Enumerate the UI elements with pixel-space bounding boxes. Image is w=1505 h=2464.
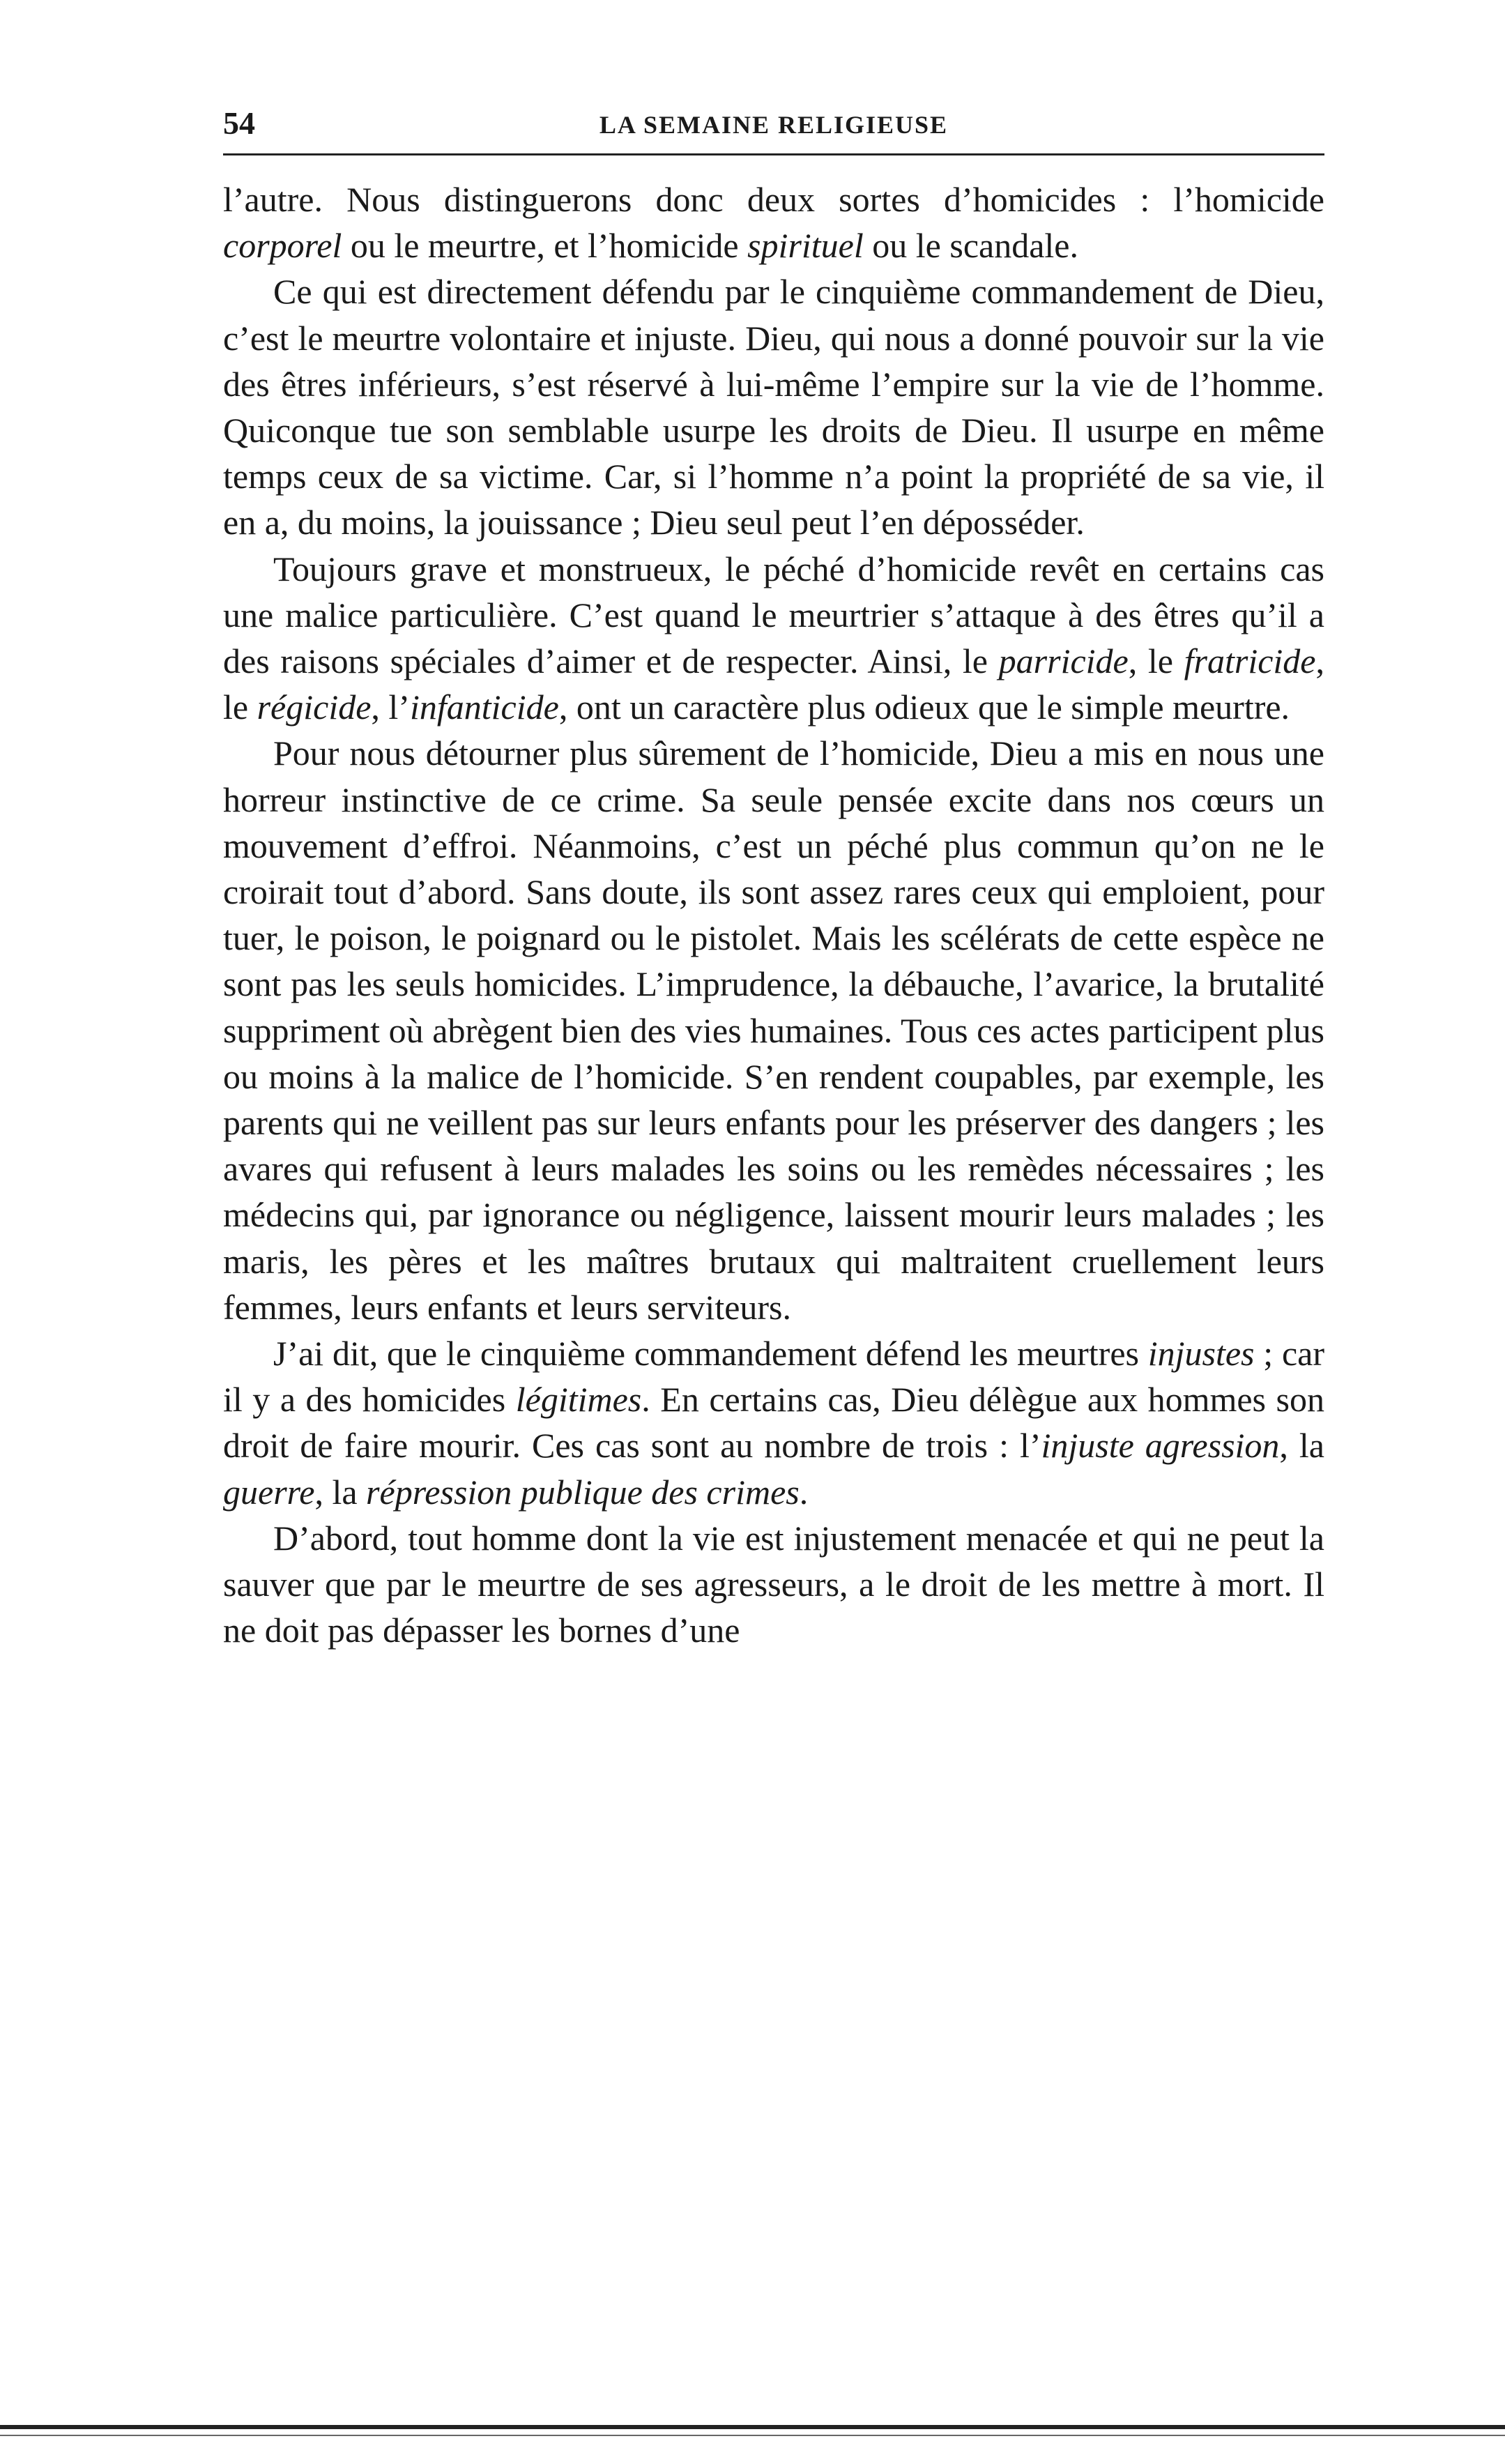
text-run: , l’ (371, 687, 410, 727)
italic-term: fratricide (1184, 641, 1316, 681)
body-text (223, 176, 1324, 1654)
text-run: J’ai dit, que le cinquième commandement défend les meurtres (273, 1334, 1148, 1374)
paragraph-p3 (223, 546, 1324, 731)
text-run: ; car il y a des homicides (223, 1334, 1324, 1420)
paragraph-p1 (223, 176, 1324, 268)
bottom-rule-thin (0, 2435, 1505, 2436)
text-run: Pour nous détourner plus sûrement de l’homicide, Dieu a mis en nous une horreur instinctive de ce crime. Sa seule pensée excite dans nos cœurs un mouvement d’effroi. Néanmoins, c’est un péché plus commun qu’on ne le croirait tout d’abord. Sans doute, ils sont assez rares ceux qui emploient, pour tuer, le poison, le poignard ou le pistolet. Mais les scélérats de cette espèce ne sont pas les seuls homicides. L’imprudence, la débauche, l’avarice, la brutalité suppriment où abrègent bien des vies humaines. Tous ces actes participent plus ou moins à la malice de l’homicide. S’en rendent coupables, par exemple, les parents qui ne veillent pas sur leurs enfants pour les préserver des dangers ; les avares qui refusent à leurs malades les soins ou les remèdes nécessaires ; les médecins qui, par ignorance ou négligence, laissent mourir leurs malades ; les maris, les pères et les maîtres brutaux qui maltraitent cruellement leurs femmes, leurs enfants et leurs serviteurs. (223, 733, 1324, 1327)
italic-term: injustes (1147, 1334, 1255, 1374)
text-run: , le (223, 641, 1324, 727)
bottom-rule (0, 2425, 1505, 2429)
text-run: . En certains cas, Dieu délègue aux hommes son droit de faire mourir. Ces cas sont au nombre de trois : l’ (223, 1380, 1324, 1466)
text-run: Ce qui est directement défendu par le cinquième commandement de Dieu, c’est le meurtre volontaire et injuste. Dieu, qui nous a donné pouvoir sur la vie des êtres inférieurs, s’est réservé à lui-même l’empire sur la vie de l’homme. Quiconque tue son semblable usurpe les droits de Dieu. Il usurpe en même temps ceux de sa victime. Car, si l’homme n’a point la propriété de sa vie, il en a, du moins, la jouissance ; Dieu seul peut l’en déposséder. (223, 272, 1324, 542)
italic-term: parricide (998, 641, 1129, 681)
paragraph-p2 (223, 268, 1324, 545)
italic-term: répression publique des crimes (366, 1472, 800, 1512)
paragraph-p5 (223, 1330, 1324, 1515)
italic-term: corporel (223, 226, 342, 266)
text-run: ou le scandale. (863, 226, 1078, 266)
text-run: ou le meurtre, et l’homicide (342, 226, 748, 266)
italic-term: spirituel (747, 226, 864, 266)
text-run: . (799, 1472, 809, 1512)
book-page (223, 105, 1324, 2461)
text-run: D’abord, tout homme dont la vie est injustement menacée et qui ne peut la sauver que par le meurtre de ses agresseurs, a le droit de les mettre à mort. Il ne doit pas dépasser les bornes d’une (223, 1518, 1324, 1650)
paragraph-p6 (223, 1515, 1324, 1654)
running-title: LA SEMAINE RELIGIEUSE (599, 111, 949, 139)
text-run: , ont un caractère plus odieux que le simple meurtre. (558, 687, 1290, 727)
text-run: , la (1279, 1426, 1324, 1466)
italic-term: infanticide (409, 687, 559, 727)
italic-term: injuste agression (1041, 1426, 1280, 1466)
running-header (223, 105, 1324, 155)
italic-term: légitimes (515, 1380, 642, 1420)
italic-term: guerre (223, 1472, 315, 1512)
text-run: l’autre. Nous distinguerons donc deux sortes d’homicides : l’homicide (223, 180, 1324, 219)
page-number: 54 (223, 105, 255, 141)
text-run: , la (314, 1472, 367, 1512)
italic-term: régicide (257, 687, 372, 727)
text-run: , le (1128, 641, 1184, 681)
text-run: Toujours grave et monstrueux, le péché d’homicide revêt en certains cas une malice particulière. C’est quand le meurtrier s’attaque à des êtres qu’il a des raisons spéciales d’aimer et de respecter. Ainsi, le (223, 549, 1324, 681)
paragraph-p4 (223, 730, 1324, 1330)
